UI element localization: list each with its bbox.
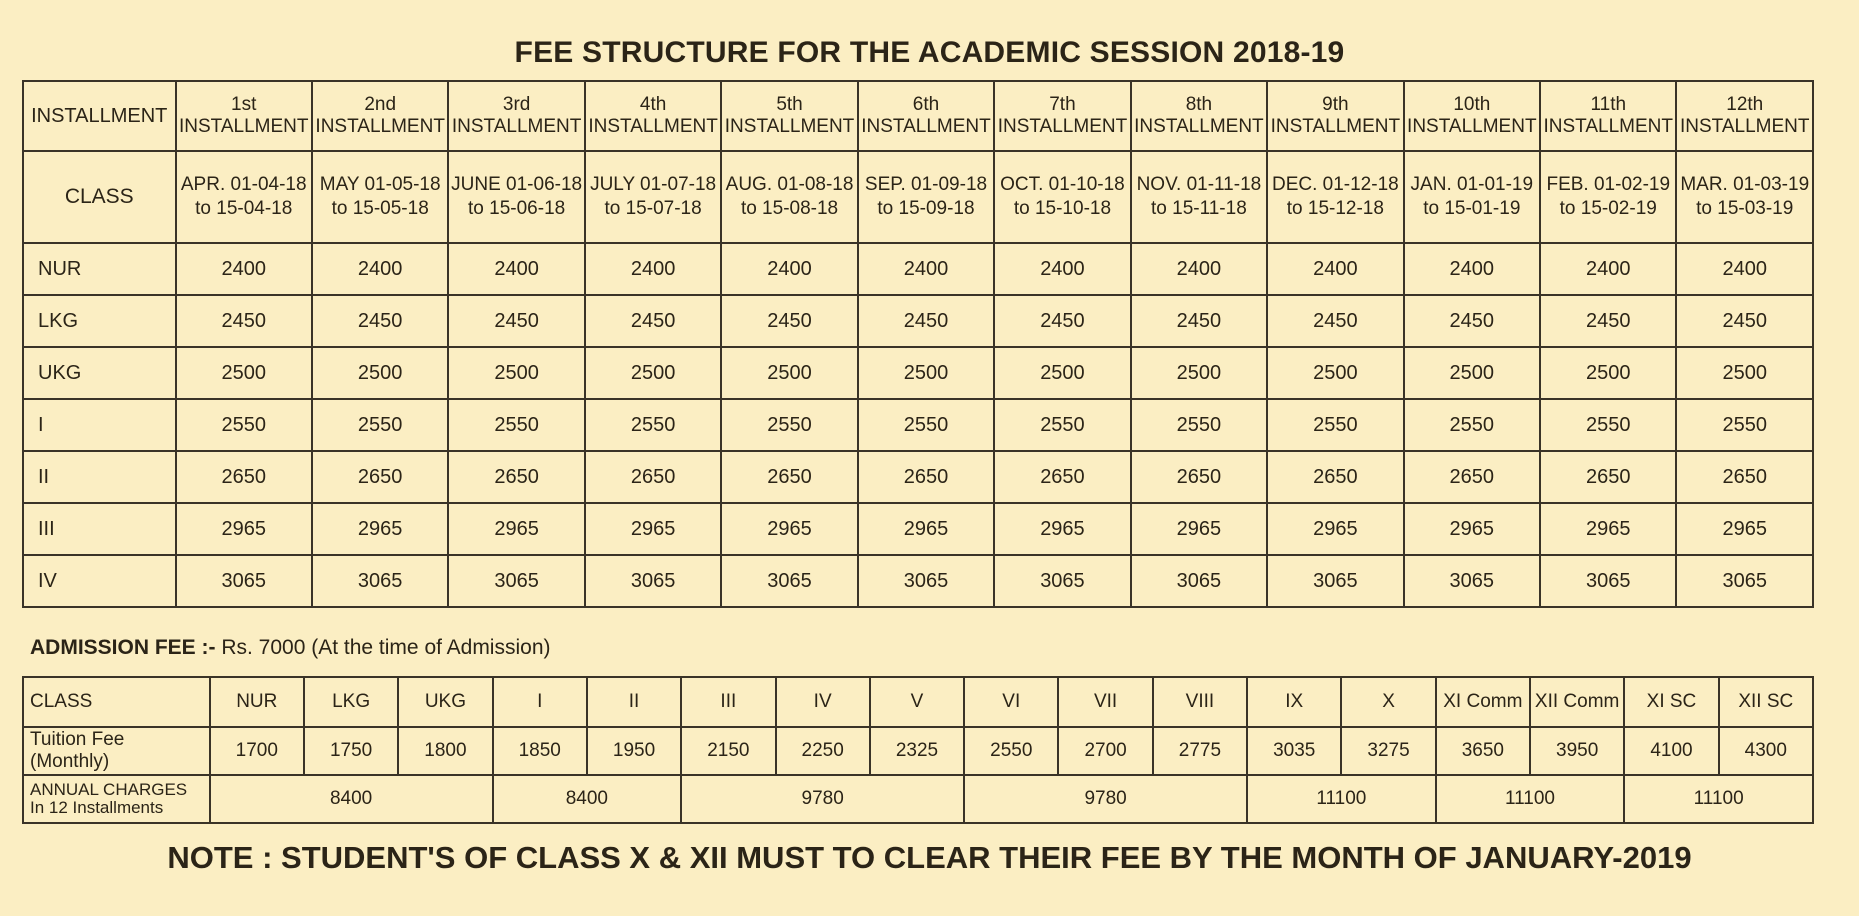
tuition-class-cell: UKG (398, 677, 492, 727)
installment-word: INSTALLMENT (1270, 116, 1401, 137)
tuition-class-label: CLASS (23, 677, 210, 727)
installment-header-label: INSTALLMENT (23, 81, 176, 151)
annual-charge-cell: 8400 (210, 775, 493, 823)
fee-value-cell: 2550 (1676, 399, 1813, 451)
fee-value-cell: 2500 (312, 347, 448, 399)
fee-value-cell: 2400 (585, 243, 721, 295)
tuition-fee-cell: 2550 (964, 727, 1058, 775)
admission-fee-text: Rs. 7000 (At the time of Admission) (215, 636, 551, 659)
fee-value-cell: 2450 (312, 295, 448, 347)
installment-ordinal: 10th (1453, 94, 1491, 115)
fee-value-cell: 2650 (1540, 451, 1676, 503)
tuition-fee-cell: 1950 (587, 727, 681, 775)
installment-ordinal: 9th (1322, 94, 1349, 115)
installment-header-cell (312, 81, 448, 151)
class-name-cell: IV (23, 555, 176, 607)
fee-deadline-note: NOTE : STUDENT'S OF CLASS X & XII MUST TO CLEAR THEIR FEE BY THE MONTH OF JANUARY-2019 (167, 840, 1692, 875)
fee-value-cell: 2550 (1267, 399, 1403, 451)
fee-value-cell: 3065 (1131, 555, 1267, 607)
fee-value-cell: 2450 (858, 295, 994, 347)
installment-date-cell (1131, 151, 1267, 243)
fee-value-cell: 2550 (858, 399, 994, 451)
tuition-fee-cell: 1800 (398, 727, 492, 775)
installment-date-from: SEP. 01-09-18 (864, 174, 988, 195)
fee-value-cell: 2400 (721, 243, 857, 295)
fee-value-cell: 2450 (1131, 295, 1267, 347)
tuition-class-cell: VII (1058, 677, 1152, 727)
fee-value-cell: 2450 (448, 295, 584, 347)
tuition-fee-cell: 1850 (493, 727, 587, 775)
installment-word: INSTALLMENT (588, 116, 718, 137)
fee-value-cell: 3065 (1540, 555, 1676, 607)
fee-value-cell: 2550 (448, 399, 584, 451)
fee-value-cell: 2965 (1267, 503, 1403, 555)
installment-ordinal: 12th (1726, 94, 1764, 115)
installment-ordinal: 1st (231, 94, 257, 115)
installment-date-from: FEB. 01-02-19 (1546, 174, 1671, 195)
installment-ordinal: 7th (1049, 94, 1076, 115)
fee-value-cell: 2450 (721, 295, 857, 347)
fee-value-cell: 2500 (994, 347, 1130, 399)
fee-value-cell: 2400 (1267, 243, 1403, 295)
installment-header-cell (1131, 81, 1267, 151)
installment-word: INSTALLMENT (315, 116, 445, 137)
tuition-class-cell: XI SC (1624, 677, 1718, 727)
fee-value-cell: 2650 (312, 451, 448, 503)
fee-value-cell: 2650 (994, 451, 1130, 503)
annual-charges-row (23, 775, 1813, 823)
installment-date-from: OCT. 01-10-18 (1000, 174, 1125, 195)
installment-word: INSTALLMENT (861, 116, 991, 137)
tuition-class-cell: V (870, 677, 964, 727)
tuition-fee-cell: 3275 (1341, 727, 1435, 775)
installment-date-to: to 15-08-18 (740, 198, 839, 219)
fee-value-cell: 3065 (721, 555, 857, 607)
table-row (23, 555, 1813, 607)
installment-date-cell (312, 151, 448, 243)
tuition-fee-cell: 2150 (681, 727, 775, 775)
installment-date-to: to 15-06-18 (468, 198, 566, 219)
fee-value-cell: 2650 (448, 451, 584, 503)
fee-value-cell: 2500 (448, 347, 584, 399)
fee-value-cell: 2400 (312, 243, 448, 295)
fee-value-cell: 3065 (1267, 555, 1403, 607)
fee-value-cell: 2965 (1676, 503, 1813, 555)
fee-value-cell: 2965 (585, 503, 721, 555)
installment-header-cell (1267, 81, 1403, 151)
fee-value-cell: 2550 (1540, 399, 1676, 451)
installment-date-to: to 15-07-18 (604, 198, 702, 219)
fee-value-cell: 2650 (1267, 451, 1403, 503)
tuition-fee-cell: 2775 (1153, 727, 1247, 775)
installment-date-to: to 15-02-19 (1559, 198, 1657, 219)
tuition-fee-cell: 1700 (210, 727, 304, 775)
tuition-fee-cell: 3035 (1247, 727, 1341, 775)
installment-word: INSTALLMENT (724, 116, 855, 137)
fee-value-cell: 2650 (721, 451, 857, 503)
installment-date-cell (721, 151, 857, 243)
installment-date-to: to 15-05-18 (331, 198, 429, 219)
tuition-class-row (23, 677, 1813, 727)
fee-value-cell: 2450 (585, 295, 721, 347)
installment-date-from: JAN. 01-01-19 (1410, 174, 1534, 195)
annual-charge-cell: 11100 (1436, 775, 1625, 823)
installment-date-to: to 15-10-18 (1013, 198, 1112, 219)
page-title: FEE STRUCTURE FOR THE ACADEMIC SESSION 2018-19 (514, 36, 1345, 69)
fee-value-cell: 3065 (858, 555, 994, 607)
annual-charge-cell: 9780 (681, 775, 964, 823)
fee-value-cell: 2965 (994, 503, 1130, 555)
installment-header-cell (994, 81, 1130, 151)
installment-date-cell (1676, 151, 1813, 243)
table-row (23, 347, 1813, 399)
tuition-fee-cell: 2250 (776, 727, 870, 775)
tuition-class-cell: VI (964, 677, 1058, 727)
annual-charges-label (23, 775, 210, 823)
class-name-cell: III (23, 503, 176, 555)
installment-header-cell (721, 81, 857, 151)
fee-value-cell: 2550 (176, 399, 312, 451)
tuition-fee-row (23, 727, 1813, 775)
fee-value-cell: 2500 (1131, 347, 1267, 399)
fee-value-cell: 2550 (721, 399, 857, 451)
fee-value-cell: 3065 (176, 555, 312, 607)
annual-charge-cell: 9780 (964, 775, 1247, 823)
fee-value-cell: 2500 (585, 347, 721, 399)
fee-value-cell: 3065 (585, 555, 721, 607)
tuition-fee-cell: 3950 (1530, 727, 1624, 775)
fee-value-cell: 2650 (858, 451, 994, 503)
installment-ordinal: 5th (776, 94, 803, 115)
table-row (23, 503, 1813, 555)
table-row (23, 451, 1813, 503)
installment-date-to: to 15-01-19 (1423, 198, 1521, 219)
fee-value-cell: 2965 (1404, 503, 1540, 555)
fee-value-cell: 2965 (448, 503, 584, 555)
fee-value-cell: 2400 (1676, 243, 1813, 295)
installment-ordinal: 3rd (502, 94, 531, 115)
installment-word: INSTALLMENT (178, 116, 309, 137)
tuition-fee-label: Tuition Fee (Monthly) (23, 727, 210, 775)
fee-value-cell: 2400 (858, 243, 994, 295)
fee-value-cell: 2500 (176, 347, 312, 399)
annual-charge-cell: 8400 (493, 775, 682, 823)
tuition-fee-cell: 1750 (304, 727, 398, 775)
fee-value-cell: 2500 (1267, 347, 1403, 399)
fee-value-cell: 2500 (1540, 347, 1676, 399)
fee-value-cell: 2965 (721, 503, 857, 555)
fee-value-cell: 2500 (1404, 347, 1540, 399)
installment-date-cell (448, 151, 584, 243)
installment-header-cell (1540, 81, 1676, 151)
fee-value-cell: 2550 (994, 399, 1130, 451)
tuition-class-cell: VIII (1153, 677, 1247, 727)
table-row (23, 295, 1813, 347)
annual-charge-cell: 11100 (1624, 775, 1813, 823)
tuition-class-cell: XII Comm (1530, 677, 1624, 727)
tuition-fee-table (22, 676, 1814, 824)
annual-charges-label-line1: ANNUAL CHARGES (30, 780, 188, 799)
fee-value-cell: 2400 (176, 243, 312, 295)
installment-word: INSTALLMENT (1407, 116, 1537, 137)
installment-date-from: MAY 01-05-18 (319, 174, 441, 195)
tuition-fee-cell: 4300 (1719, 727, 1813, 775)
fee-value-cell: 3065 (1676, 555, 1813, 607)
fee-value-cell: 2650 (1131, 451, 1267, 503)
fee-value-cell: 2965 (312, 503, 448, 555)
tuition-class-cell: I (493, 677, 587, 727)
fee-value-cell: 3065 (448, 555, 584, 607)
installment-fee-table (22, 80, 1814, 608)
installment-ordinal: 6th (912, 94, 940, 115)
fee-value-cell: 2965 (176, 503, 312, 555)
tuition-class-cell: NUR (210, 677, 304, 727)
fee-value-cell: 2450 (994, 295, 1130, 347)
installment-header-cell (176, 81, 312, 151)
installment-header-cell (448, 81, 584, 151)
fee-value-cell: 2400 (1131, 243, 1267, 295)
installment-date-cell (1267, 151, 1403, 243)
fee-value-cell: 2400 (448, 243, 584, 295)
installment-word: INSTALLMENT (1134, 116, 1264, 137)
installment-date-to: to 15-12-18 (1286, 198, 1384, 219)
fee-value-cell: 3065 (1404, 555, 1540, 607)
installment-header-cell (858, 81, 994, 151)
fee-value-cell: 2650 (585, 451, 721, 503)
fee-value-cell: 2450 (1676, 295, 1813, 347)
class-name-cell: UKG (23, 347, 176, 399)
tuition-fee-cell: 2700 (1058, 727, 1152, 775)
installment-ordinal: 2nd (364, 94, 397, 115)
fee-value-cell: 2550 (585, 399, 721, 451)
installment-date-from: JUNE 01-06-18 (451, 174, 583, 195)
class-name-cell: I (23, 399, 176, 451)
installment-date-from: NOV. 01-11-18 (1136, 174, 1262, 195)
fee-value-cell: 2400 (1404, 243, 1540, 295)
tuition-class-cell: IV (776, 677, 870, 727)
installment-date-from: DEC. 01-12-18 (1271, 174, 1399, 195)
tuition-class-cell: XI Comm (1436, 677, 1530, 727)
fee-value-cell: 2965 (858, 503, 994, 555)
installment-date-from: AUG. 01-08-18 (725, 174, 854, 195)
class-header-label: CLASS (23, 151, 176, 243)
installment-ordinal: 8th (1185, 94, 1213, 115)
tuition-class-cell: II (587, 677, 681, 727)
installment-date-from: JULY 01-07-18 (590, 174, 717, 195)
fee-value-cell: 2550 (312, 399, 448, 451)
installment-date-cell (994, 151, 1130, 243)
installment-word: INSTALLMENT (997, 116, 1128, 137)
installment-date-cell (1404, 151, 1540, 243)
fee-value-cell: 3065 (994, 555, 1130, 607)
fee-value-cell: 2550 (1131, 399, 1267, 451)
table-row (23, 243, 1813, 295)
installment-date-cell (858, 151, 994, 243)
admission-fee (30, 636, 551, 660)
fee-value-cell: 2965 (1540, 503, 1676, 555)
installment-date-to: to 15-04-18 (195, 198, 293, 219)
fee-value-cell: 2650 (1676, 451, 1813, 503)
table-row (23, 399, 1813, 451)
annual-charge-cell: 11100 (1247, 775, 1436, 823)
fee-value-cell: 2400 (994, 243, 1130, 295)
installment-date-from: APR. 01-04-18 (180, 174, 307, 195)
installment-header-cell (585, 81, 721, 151)
tuition-class-cell: X (1341, 677, 1435, 727)
tuition-class-cell: III (681, 677, 775, 727)
fee-value-cell: 2965 (1131, 503, 1267, 555)
tuition-class-cell: LKG (304, 677, 398, 727)
installment-header-cell (1676, 81, 1813, 151)
fee-value-cell: 2400 (1540, 243, 1676, 295)
class-name-cell: LKG (23, 295, 176, 347)
fee-value-cell: 2500 (858, 347, 994, 399)
installment-word: INSTALLMENT (451, 116, 582, 137)
fee-value-cell: 2450 (1404, 295, 1540, 347)
installment-ordinal: 11th (1590, 94, 1627, 115)
installment-header-cell (1404, 81, 1540, 151)
installment-header-row (23, 81, 1813, 151)
fee-value-cell: 2500 (1676, 347, 1813, 399)
tuition-fee-cell: 3650 (1436, 727, 1530, 775)
fee-value-cell: 2450 (176, 295, 312, 347)
installment-ordinal: 4th (639, 94, 667, 115)
fee-value-cell: 2550 (1404, 399, 1540, 451)
installment-date-from: MAR. 01-03-19 (1680, 174, 1810, 195)
class-name-cell: NUR (23, 243, 176, 295)
tuition-class-cell: IX (1247, 677, 1341, 727)
installment-word: INSTALLMENT (1543, 116, 1674, 137)
installment-word: INSTALLMENT (1679, 116, 1810, 137)
fee-value-cell: 2650 (1404, 451, 1540, 503)
fee-value-cell: 3065 (312, 555, 448, 607)
installment-date-to: to 15-11-18 (1151, 198, 1247, 219)
fee-value-cell: 2650 (176, 451, 312, 503)
installment-date-to: to 15-03-19 (1696, 198, 1794, 219)
admission-fee-label: ADMISSION FEE :- (30, 636, 216, 659)
tuition-class-cell: XII SC (1719, 677, 1813, 727)
installment-date-to: to 15-09-18 (877, 198, 975, 219)
fee-value-cell: 2450 (1540, 295, 1676, 347)
class-name-cell: II (23, 451, 176, 503)
annual-charges-label-line2: In 12 Installments (30, 798, 164, 817)
installment-dates-row (23, 151, 1813, 243)
installment-date-cell (585, 151, 721, 243)
installment-date-cell (1540, 151, 1676, 243)
installment-date-cell (176, 151, 312, 243)
tuition-fee-cell: 2325 (870, 727, 964, 775)
fee-value-cell: 2500 (721, 347, 857, 399)
tuition-fee-cell: 4100 (1624, 727, 1718, 775)
fee-value-cell: 2450 (1267, 295, 1403, 347)
